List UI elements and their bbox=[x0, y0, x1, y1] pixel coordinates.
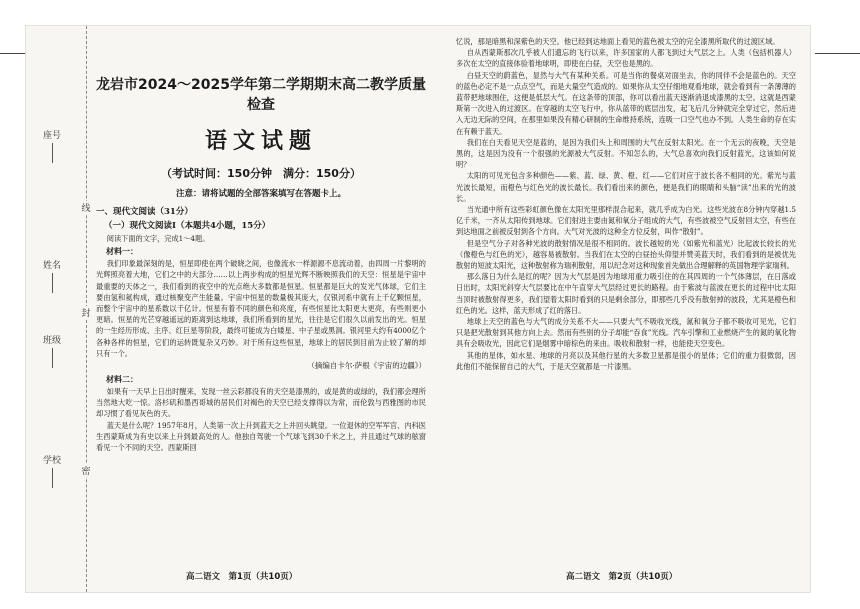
exam-title: 龙岩市2024～2025学年第二学期期末高二教学质量检查 bbox=[96, 77, 426, 113]
material-1-label: 材料一： bbox=[106, 246, 138, 257]
material-2-paragraph: 蓝天是什么呢？1957年8月，人类第一次上升到蓝天之上并回头眺望。一位退休的空军军官、内科医生西蒙斯成为有史以来上升到最高处的人。他独自驾驶一个气球飞到30千米之上，并且通过气球的舷窗看见一个不同的天空。西蒙斯回 bbox=[96, 420, 426, 453]
material-1-source: （摘编自卡尔·萨根《宇宙的边疆》） bbox=[307, 361, 426, 371]
class-field bbox=[40, 336, 64, 368]
exam-info: （考试时间：150分钟 满分：150分） bbox=[161, 167, 361, 180]
body-paragraph: 我们在白天看见天空是蓝的，是因为我们头上和周围的大气在反射太阳光。在一个无云的夜晚，天空是黑的，这是因为没有一个很强的光源被大气反射。不知怎么的，大气总喜欢向我们反射蓝光，这该如何说明？ bbox=[456, 137, 796, 170]
body-paragraph: 地球上天空的蓝色与大气的成分关系不大——只要大气不吸收光线，氮和氧分子都不吸收可见光，它们只是把光散射到其他方向上去。然而有些别的分子却能“吞食”光线。汽车引擎和工业燃烧产生的氮的氧化物具有会吸收光，因此它们是烟雾中暗棕色的来由。吸收和散射一样，也能使天空变色。 bbox=[456, 317, 796, 349]
body-paragraph: 其他的星体，如水星、地球的月亮以及其他行星的大多数卫星都是很小的星体；它们的重力很微弱，因此他们不能保留自己的大气，于是天空就都是一片漆黑。 bbox=[456, 350, 796, 371]
binding-mark-secret: 密 bbox=[80, 464, 92, 477]
exam-spread bbox=[26, 26, 810, 592]
seat-number-field bbox=[40, 131, 64, 163]
body-paragraph: 但是空气分子对各种光波的散射情况是很不相同的。波长越短的光（如紫光和蓝光）比起波长较长的光（像橙色与红色的光），越容易被散射。当我们在太空的白昼抬头仰望并赞美蓝天时，我们看到的是被优先散射的短波太阳光，这种散射称为瑞利散射，用以纪念对这种现象首先做出合理解释的英国物理学家瑞利。 bbox=[456, 238, 796, 271]
material-1-text: 我们印象最深刻的是，恒星即使在两个破晓之间，也像流水一样源源不息流动着，由四周一片黎明的光辉照亮着大地，它们之中的大部分……以上两步构成的恒星光辉不断映照我们的天空：恒星是宇宙中最重要的天体之一，我们看到的夜空中的光点绝大多数都是恒星。恒星都是巨大的发光气体球，它们主要由氢和氦构成，通过核聚变产生能量。宇宙中恒星的数量极其庞大，仅银河系中就有上千亿颗恒星，而整个宇宙中的星系数以千亿计。恒星有着不同的颜色和亮度，有些恒星比太阳更大更亮，有些则更小更暗。恒星的光芒穿越遥远的距离到达地球，我们所看到的星光，往往是它们很久以前发出的光。恒星的一生经历形成、主序、红巨星等阶段，最终可能成为白矮星、中子星或黑洞。银河里大约有4000亿个各种各样的恒星，它们的运转既复杂又巧妙。对于所有这些恒星，地球上的居民到目前为止较了解的却只有一个。 bbox=[96, 259, 426, 358]
page-footer-right: 高二语文 第2页（共10页） bbox=[566, 572, 678, 582]
binding-mark-line: 线 bbox=[80, 201, 92, 214]
binding-strip bbox=[26, 26, 91, 592]
body-paragraph: 白昼天空的蔚蓝色，显然与大气有某种关系。可是当你的餐桌对面坐去，你的同伴不会是蓝色的。天空的蓝色必定不是一点点空气，而是大量空气造成的。如果你从太空仔细地观看地球，就会看到有一条薄薄的蓝带把地球围住，这便是低层大气。在这条带的顶部，你可以看出蓝天逐渐消退成漆黑的太空。这就是西蒙斯第一次进入的过渡区。在穿越的太空飞行中，你从蓝带的底层出发，起飞后几分钟就完全穿过它，然后进入无边无际的空间，在那里如果没有精心研制的生命维持系统，连吸一口空气也办不到。人类生命的存在实在有赖于蓝天。 bbox=[456, 70, 796, 136]
school-field bbox=[40, 456, 64, 488]
seat-number-label: 座号 bbox=[42, 131, 61, 141]
material-2-paragraph: 如果有一天早上日出时醒来，发现一丝云彩都没有的天空是漆黑的，或是黄的或绿的，我们都会理所当然地大吃一惊。洛杉矶和墨西哥城的居民们对褐色的天空已经支撑得以为常，而伦敦与西雅图的市民却习惯了看见灰色的天。 bbox=[96, 387, 426, 419]
page-footer-left: 高二语文 第1页（共10页） bbox=[186, 572, 298, 582]
class-label: 班级 bbox=[42, 336, 61, 346]
top-rule-right bbox=[815, 53, 860, 54]
right-page bbox=[456, 36, 796, 574]
name-field bbox=[40, 261, 64, 293]
left-page bbox=[96, 74, 426, 574]
reading-instruction: 阅读下面的文字，完成1～4题。 bbox=[106, 234, 210, 243]
body-paragraph: 太阳的可见光包含多种颜色——紫、蓝、绿、黄、橙、红——它们对应于波长各不相同的光。紫光与蓝光波长最短，而橙色与红色光的波长最长。我们看出来的颜色，便是我们的眼睛和头脑“读”出来的光的波长。 bbox=[456, 171, 796, 203]
section-heading: 一、现代文阅读（31分） bbox=[96, 207, 193, 217]
body-paragraph: 当光通中所有这些彩虹颜色像在太阳光里那样混合起来，就几乎成为白光。这些光波在8分钟内穿越1.5亿千米，一齐从太阳传到地球。它们射进主要由氮和氧分子组成的大气，有些波被空气反射回太空，有些在到达地面之前被反射到各个方向。大气对光波的这种全方位反射，叫作“散射”。 bbox=[456, 205, 796, 237]
body-paragraph: 自从西蒙斯那次几乎被人们遗忘的飞行以来，许多国家的人都飞到过大气层之上。人类（包括机器人）多次在太空的直接体验着地球明，即使在白昼，天空也是黑的。 bbox=[456, 48, 796, 69]
subsection-heading: （一）现代文阅读Ⅰ（本题共4小题，15分） bbox=[104, 221, 271, 231]
body-paragraph: 忆说，那是暗黑和深紫色的天空。他已经到达地面上看见的蓝色被太空的完全漆黑所取代的过渡区域。 bbox=[456, 37, 780, 46]
material-2-label: 材料二： bbox=[106, 374, 138, 385]
name-label: 姓名 bbox=[42, 261, 61, 271]
school-label: 学校 bbox=[42, 456, 61, 466]
subject-title: 语文试题 bbox=[204, 128, 317, 154]
answer-notice: 注意：请将试题的全部答案填写在答题卡上。 bbox=[175, 189, 346, 199]
binding-mark-seal: 封 bbox=[80, 306, 92, 319]
body-paragraph: 那么落日为什么是红的呢？因为大气层是因为地球用重力吸引住的在其四周的一个气体薄层，在日落或日出时，太阳光斜穿大气层要比在中午直穿大气层经过更长的路程。由于紫波与蓝波在更长的过程中比太阳当顶时被散射得更多，我们望着太阳时看到的只是剩余部分，即那些几乎没有散射掉的波段，尤其是橙色和红色的光。这样，蓝天形成了红的落日。 bbox=[456, 272, 796, 315]
